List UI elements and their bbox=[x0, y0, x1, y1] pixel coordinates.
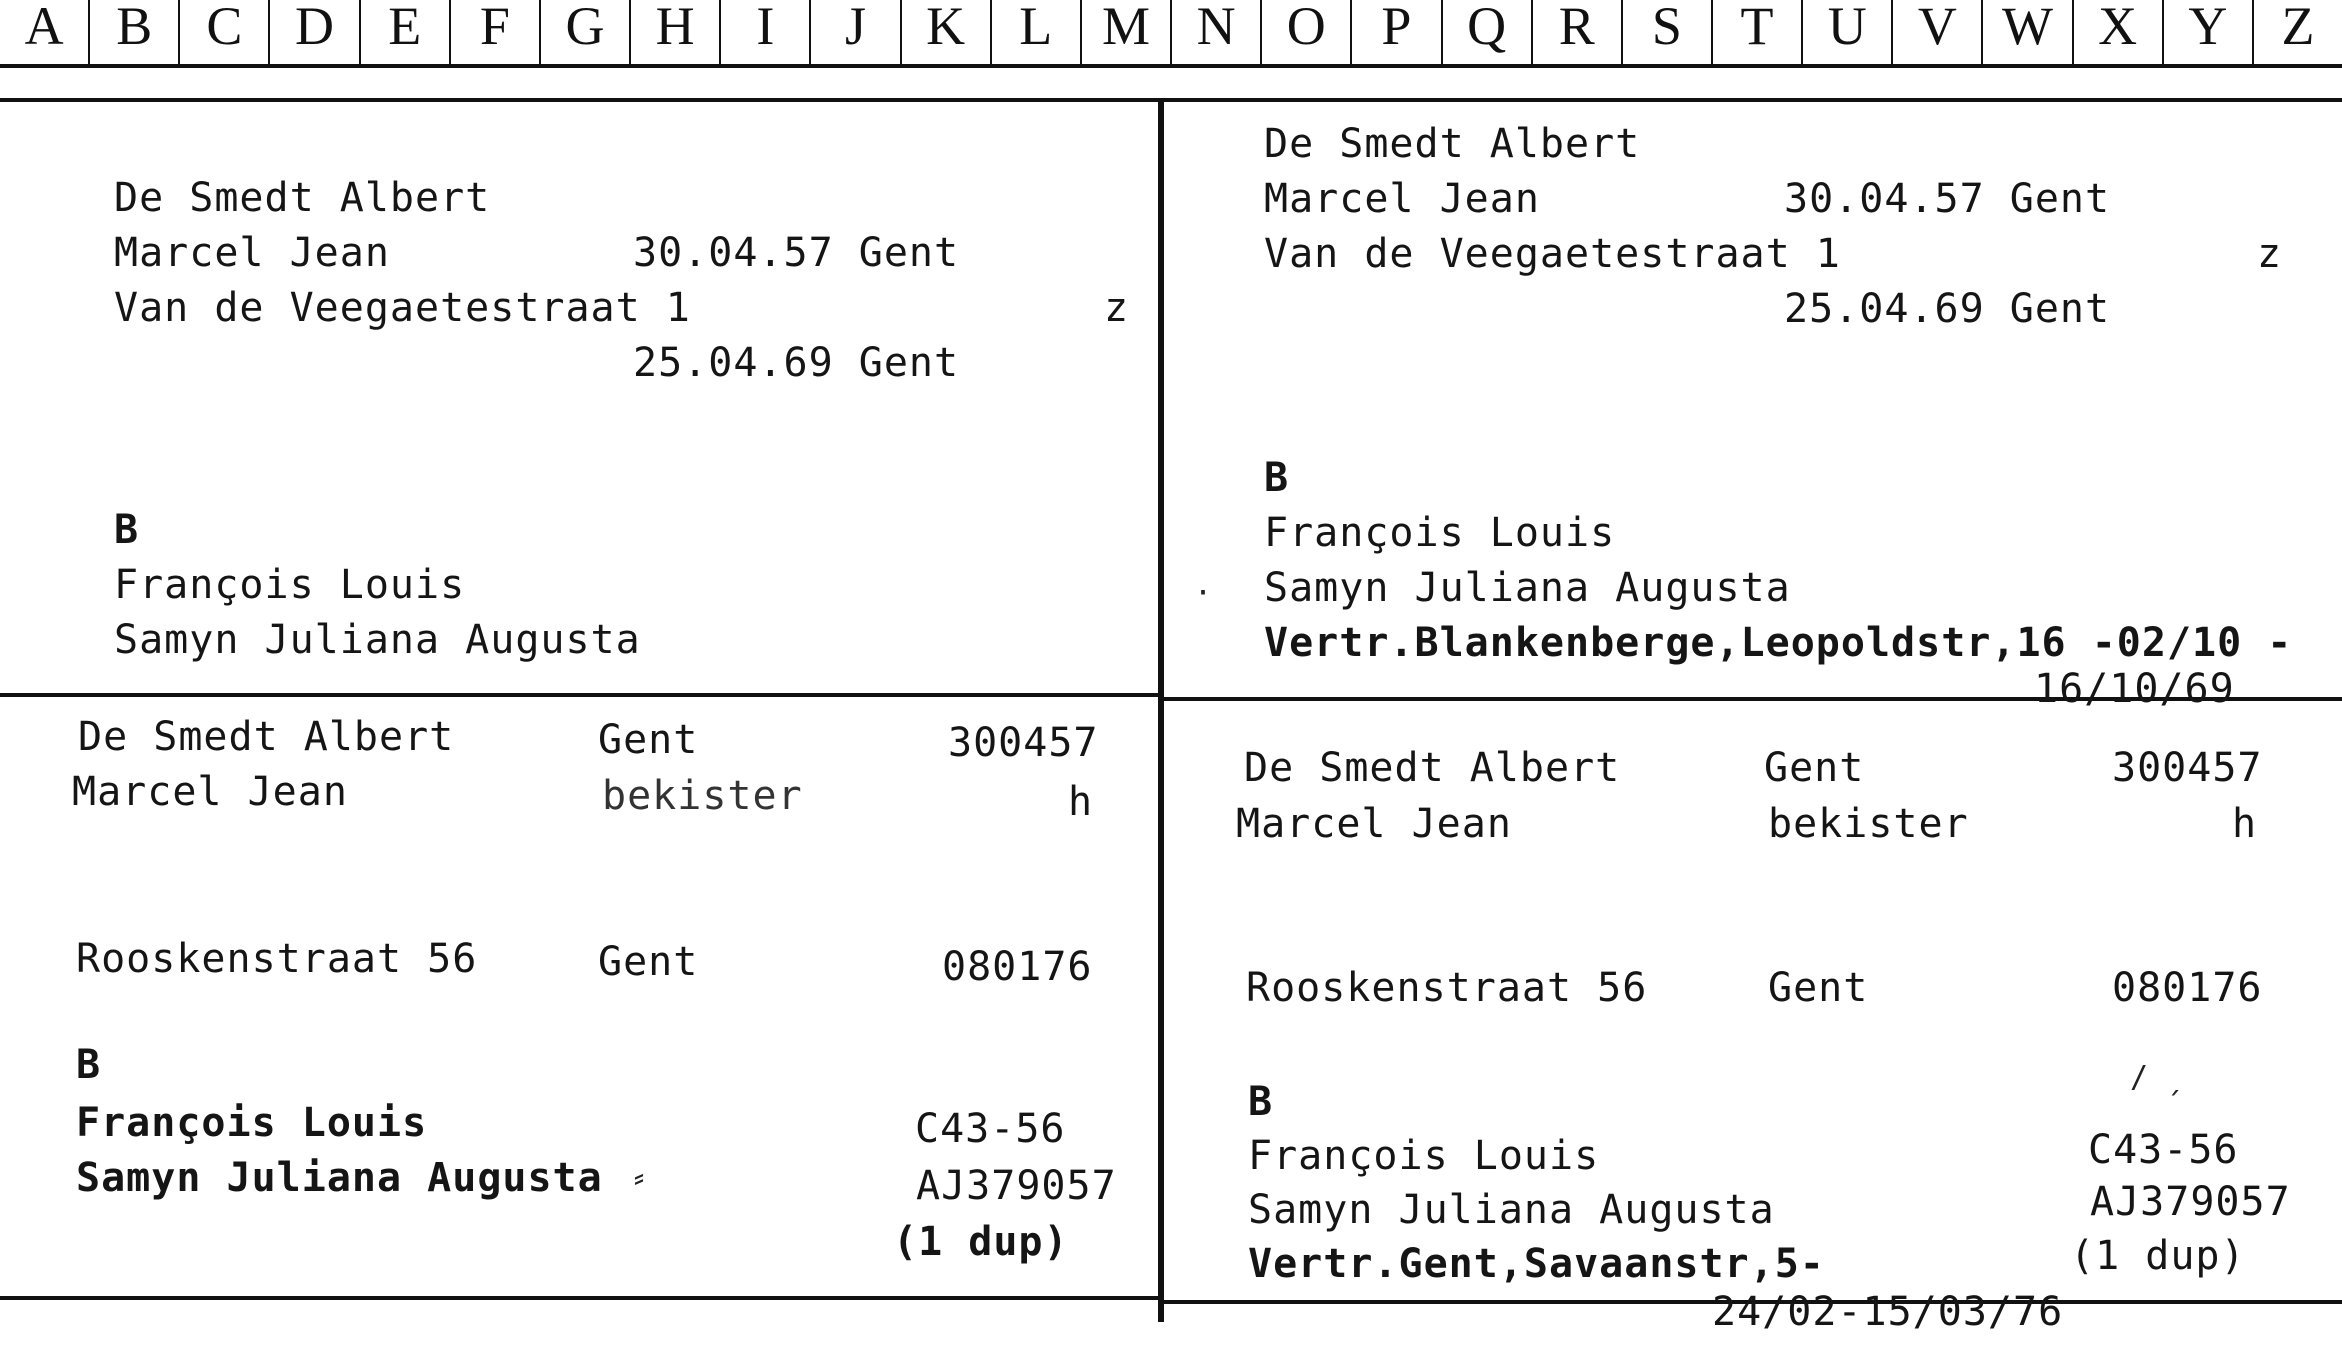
alphabet-letter-n: N bbox=[1172, 0, 1262, 64]
marker: z bbox=[2257, 231, 2283, 277]
alphabet-letter-u: U bbox=[1803, 0, 1893, 64]
alphabet-letter-o: O bbox=[1262, 0, 1352, 64]
alphabet-letter-w: W bbox=[1983, 0, 2073, 64]
alphabet-letter-m: M bbox=[1082, 0, 1172, 64]
birth-date-place: 30.04.57 Gent bbox=[1784, 176, 2111, 222]
mother: Samyn Juliana Augusta bbox=[114, 617, 641, 663]
code: 300457 bbox=[948, 720, 1099, 766]
given-names: Marcel Jean bbox=[1236, 801, 1512, 847]
ink-tick: / ˏ bbox=[2130, 1060, 2185, 1095]
birth-date-place: 30.04.57 Gent bbox=[633, 230, 960, 276]
alphabet-letter-g: G bbox=[541, 0, 631, 64]
alphabet-letter-q: Q bbox=[1443, 0, 1533, 64]
divider-vertical bbox=[1158, 100, 1164, 1322]
father: François Louis bbox=[1264, 510, 1616, 556]
marker: z bbox=[1104, 285, 1130, 331]
alphabet-letter-e: E bbox=[361, 0, 451, 64]
alphabet-index bbox=[0, 0, 2342, 68]
departure-date-text: 24/02-15/03/76 bbox=[1712, 1289, 2064, 1335]
doc-code: C43-56 bbox=[915, 1106, 1066, 1152]
mother: Samyn Juliana Augusta bbox=[1248, 1187, 1775, 1233]
alphabet-letter-k: K bbox=[902, 0, 992, 64]
given-names: Marcel Jean bbox=[1264, 176, 1540, 222]
letter: B bbox=[1264, 455, 1290, 501]
street: Van de Veegaetestraat 1 bbox=[1264, 231, 1841, 277]
doc-code: C43-56 bbox=[2088, 1127, 2239, 1173]
surname: De Smedt Albert bbox=[1264, 121, 1641, 167]
street-place: Gent bbox=[598, 939, 699, 985]
alphabet-letter-z: Z bbox=[2281, 0, 2315, 56]
street: Van de Veegaetestraat 1 bbox=[114, 285, 691, 331]
departure: Vertr.Gent,Savaanstr,5- bbox=[1248, 1241, 1825, 1287]
street: Rooskenstraat 56 bbox=[76, 936, 478, 982]
place: Gent bbox=[1764, 745, 1865, 791]
alphabet-letter-s: S bbox=[1623, 0, 1713, 64]
street: Rooskenstraat 56 bbox=[1246, 965, 1648, 1011]
father: François Louis bbox=[114, 562, 466, 608]
father: François Louis bbox=[76, 1100, 428, 1146]
departure-date bbox=[1712, 1289, 2064, 1335]
occupation: bekister bbox=[602, 773, 803, 819]
father: François Louis bbox=[1248, 1133, 1600, 1179]
divider-top bbox=[0, 98, 2342, 102]
street-code: 080176 bbox=[942, 944, 1093, 990]
letter: B bbox=[76, 1042, 102, 1088]
ink-mark: ⸗ bbox=[630, 1160, 649, 1195]
street-code: 080176 bbox=[2112, 965, 2263, 1011]
alphabet-letter-v: V bbox=[1893, 0, 1983, 64]
street-place: Gent bbox=[1768, 965, 1869, 1011]
departure: Vertr.Blankenberge,Leopoldstr,16 -02/10 - bbox=[1264, 620, 2293, 666]
code: 300457 bbox=[2112, 745, 2263, 791]
alphabet-letter-r: R bbox=[1533, 0, 1623, 64]
alphabet-letter-j: J bbox=[811, 0, 901, 64]
id-number: AJ379057 bbox=[916, 1163, 1117, 1209]
alphabet-letter-d: D bbox=[270, 0, 360, 64]
surname: De Smedt Albert bbox=[114, 175, 491, 221]
date-place-2: 25.04.69 Gent bbox=[1784, 286, 2111, 332]
alphabet-letter-h: H bbox=[631, 0, 721, 64]
alphabet-letter-c: C bbox=[180, 0, 270, 64]
surname: De Smedt Albert bbox=[78, 714, 455, 760]
sex: h bbox=[2232, 801, 2258, 847]
alphabet-letter-l: L bbox=[992, 0, 1082, 64]
alphabet-letter-y: Y bbox=[2164, 0, 2254, 64]
letter: B bbox=[114, 507, 140, 553]
alphabet-letter-x: X bbox=[2074, 0, 2164, 64]
surname: De Smedt Albert bbox=[1244, 745, 1621, 791]
alphabet-letter-t: T bbox=[1713, 0, 1803, 64]
mother: Samyn Juliana Augusta bbox=[1264, 565, 1791, 611]
alphabet-letter-b: B bbox=[90, 0, 180, 64]
occupation: bekister bbox=[1768, 801, 1969, 847]
id-number: AJ379057 bbox=[2090, 1179, 2291, 1225]
divider-middle-left bbox=[0, 693, 1158, 697]
given-names: Marcel Jean bbox=[114, 230, 390, 276]
departure-date: 16/10/69 bbox=[2034, 666, 2235, 712]
given-names: Marcel Jean bbox=[72, 769, 348, 815]
duplicates: (1 dup) bbox=[2070, 1233, 2246, 1279]
divider-bottom-left bbox=[0, 1296, 1158, 1300]
date-place-2: 25.04.69 Gent bbox=[633, 340, 960, 386]
letter: B bbox=[1248, 1079, 1274, 1125]
alphabet-letter-i: I bbox=[721, 0, 811, 64]
ink-dot: · bbox=[1194, 576, 1213, 611]
alphabet-letter-f: F bbox=[451, 0, 541, 64]
sex: h bbox=[1068, 779, 1094, 825]
alphabet-letter-p: P bbox=[1352, 0, 1442, 64]
mother: Samyn Juliana Augusta bbox=[76, 1155, 603, 1201]
duplicates: (1 dup) bbox=[893, 1219, 1069, 1265]
alphabet-letter-a: A bbox=[0, 0, 90, 64]
place: Gent bbox=[598, 717, 699, 763]
